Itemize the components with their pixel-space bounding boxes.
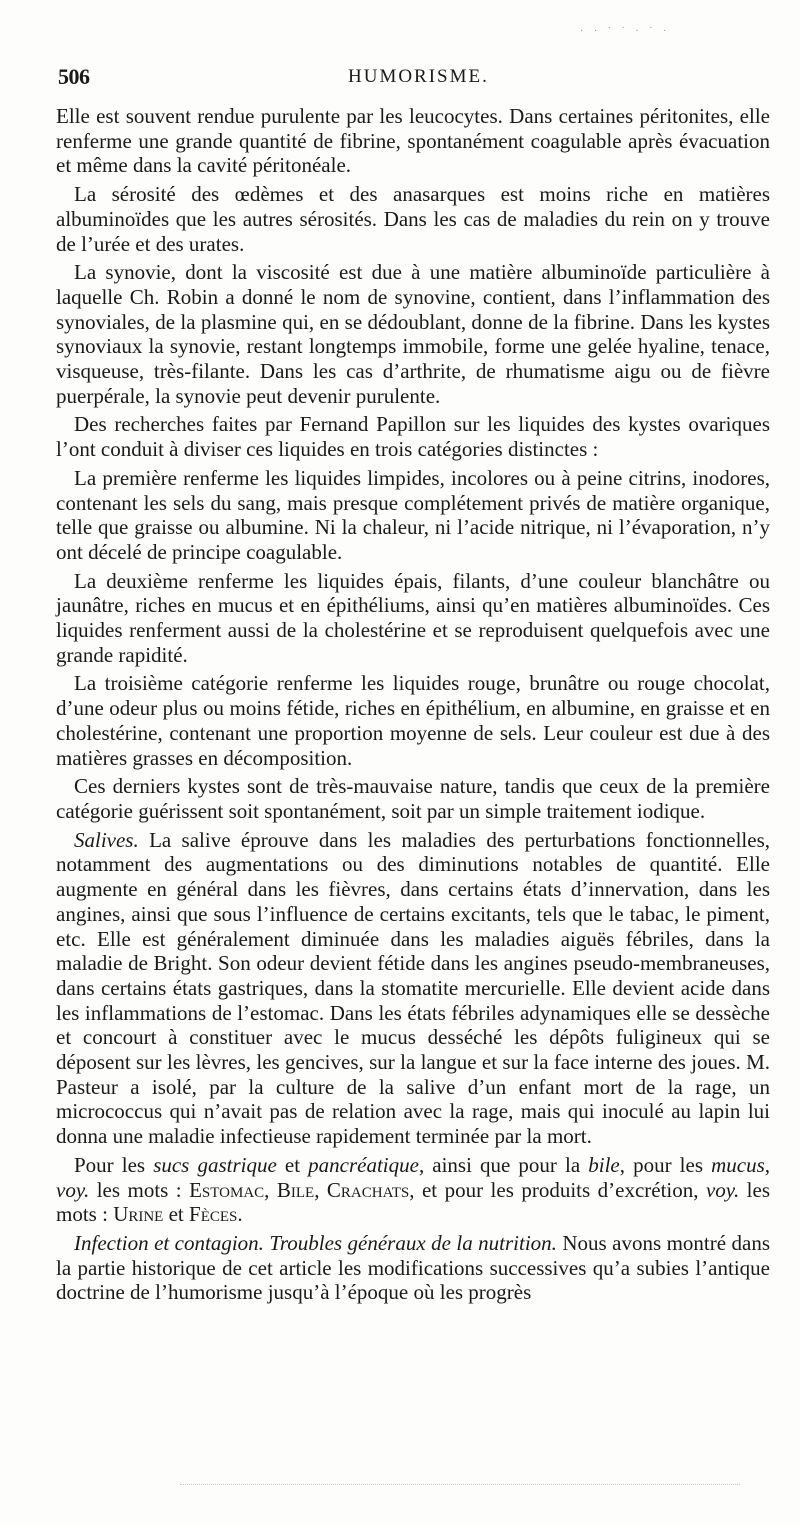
text-run: les mots : [89, 1177, 190, 1202]
paragraph: La deuxième renferme les liquides épais, filants, d’une couleur blanchâtre ou jaunâtre, riches en mucus et en épithéliums, ainsi qu’en matières albuminoïdes. Ces liquides renferment aussi de la cholestérine et se reproduisent quelquefois avec une grande rapidité. [56, 568, 770, 667]
paragraph-text: Nous avons montré dans la partie historique de cet article les modifications successives qu’a subies l’antique doctrine de l’humorisme jusqu’à l’époque où les progrès [56, 1230, 771, 1305]
italic-term: voy. [56, 1177, 90, 1202]
text-run: . [237, 1202, 243, 1227]
text-run: les mots : [56, 1177, 771, 1227]
paragraph: La sérosité des œdèmes et des anasarques est moins riche en matières albuminoïdes que les autres sérosités. Dans les cas de maladies du rein on y trouve de l’urée et des urates. [56, 182, 770, 256]
page-number: 506 [58, 64, 90, 89]
italic-term: mucus [711, 1152, 765, 1177]
scan-specks: · · ˙ ˙ · ˙ · [580, 26, 671, 37]
text-run: et [276, 1152, 309, 1177]
section-heading: Infection et contagion. Troubles généraux de la nutrition. [74, 1230, 557, 1255]
cross-reference: Fèces [189, 1202, 238, 1227]
text-run: , [764, 1152, 771, 1177]
paragraph-salives [56, 828, 770, 1149]
paragraph: Ces derniers kystes sont de très-mauvaise nature, tandis que ceux de la première catégorie guérissent soit spontanément, soit par un simple traitement iodique. [56, 774, 770, 823]
paragraph: Elle est souvent rendue purulente par les leucocytes. Dans certaines péritonites, elle renferme une grande quantité de fibrine, spontanément coagulable après évacuation et même dans la cavité péritonéale. [56, 104, 770, 178]
paragraph: La troisième catégorie renferme les liquides rouge, brunâtre ou rouge chocolat, d’une odeur plus ou moins fétide, riches en épithélium, en albumine, en graisse et en cholestérine, contenant une proportion moyenne de sels. Leur couleur est due à des matières grasses en décomposition. [56, 671, 770, 770]
text-run: , ainsi que pour la [418, 1152, 589, 1177]
italic-term: voy. [705, 1177, 740, 1202]
text-run: Pour les [74, 1152, 154, 1177]
paragraph: La première renferme les liquides limpides, incolores ou à peine citrins, inodores, contenant les sels du sang, mais presque complétement privés de matière organique, telle que graisse ou albumine. Ni la chaleur, ni l’acide nitrique, ni l’évaporation, n’y ont décelé de principe coagulable. [56, 465, 770, 564]
section-heading: Salives. [74, 827, 139, 852]
paragraph-text: La salive éprouve dans les maladies des perturbations fonctionnelles, notamment des augmentations ou des diminutions notables de quantité. Elle augmente en général dans les fièvres, dans certains états d’innervation, dans les angines, ainsi que sous l’influence de certains excitants, tels que le tabac, le piment, etc. Elle est généralement diminuée dans les maladies aiguës fébriles, dans la maladie de Bright. Son odeur devient fétide dans les angines pseudo-membraneuses, dans certains états gastriques, dans la stomatite mercurielle. Elle devient acide dans les inflammations de l’estomac. Dans les états fébriles adynamiques elle se dessèche et concourt à constituer avec le mucus desséché les dépôts fuligineux qui se déposent sur les lèvres, les gencives, sur la langue et sur la face interne des joues. M. Pasteur a isolé, par la culture de la salive d’un enfant mort de la rage, un micrococcus qui n’avait pas de relation avec la rage, mais qui inoculé au lapin lui donna une maladie infectieuse rapidement terminée par la mort. [56, 827, 770, 1149]
paragraph: La synovie, dont la viscosité est due à une matière albuminoïde particulière à laquelle Ch. Robin a donné le nom de synovine, contient, dans l’inflammation des synoviales, de la plasmine qui, en se dédoublant, donne de la fibrine. Dans les kystes synoviaux la synovie, restant longtemps immobile, forme une gelée hyaline, tenace, visqueuse, très-filante. Dans les cas d’arthrite, de rhumatisme aigu ou de fièvre puerpérale, la synovie peut devenir purulente. [56, 260, 770, 408]
paragraph-infection [56, 1231, 770, 1305]
text-run: , pour les [619, 1152, 712, 1177]
running-title: HUMORISME. [348, 66, 489, 87]
text-run: et [163, 1202, 190, 1227]
body-text [56, 104, 770, 1309]
text-run: , et pour les produits d’excrétion, [409, 1177, 706, 1202]
cross-reference: Estomac, Bile, Crachats [189, 1177, 410, 1202]
italic-term: sucs gastrique [153, 1152, 277, 1177]
paragraph-sucs [56, 1153, 770, 1227]
italic-term: bile [588, 1152, 620, 1177]
italic-term: pancréatique [308, 1152, 419, 1177]
cross-reference: Urine [113, 1202, 164, 1227]
paragraph: Des recherches faites par Fernand Papillon sur les liquides des kystes ovariques l’ont conduit à diviser ces liquides en trois catégories distinctes : [56, 412, 770, 462]
scan-artifact-footer [180, 1484, 740, 1493]
page-header [58, 64, 770, 92]
